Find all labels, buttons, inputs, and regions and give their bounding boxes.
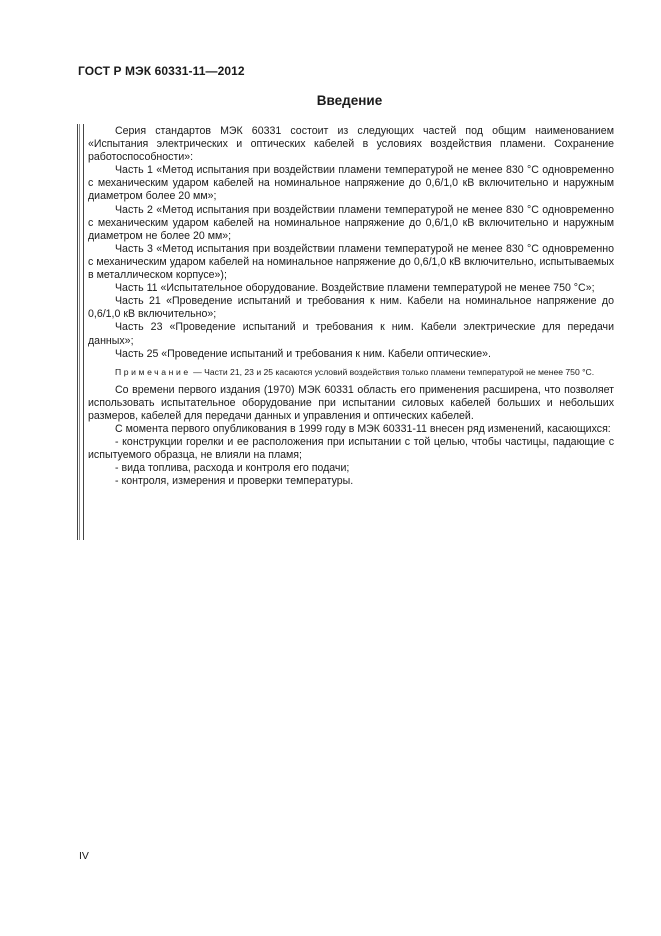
page-number: IV: [79, 850, 89, 862]
paragraph: С момента первого опубликования в 1999 году в МЭК 60331-11 внесен ряд изменений, касающихся:: [115, 422, 611, 435]
paragraph: Со времени первого издания (1970) МЭК 60331 область его применения расширена, что позволяет использовать испытательное оборудование при испытании силовых кабелей больших и небольших размеров, кабелей для передачи данных и управления и оптических кабелей.: [88, 383, 614, 422]
paragraph: Часть 23 «Проведение испытаний и требования к ним. Кабели электрические для передачи данных»;: [88, 321, 614, 347]
paragraph: Часть 11 «Испытательное оборудование. Воздействие пламени температурой не менее 750 °C»;: [115, 282, 595, 295]
note-text: — Части 21, 23 и 25 касаются условий воздействия только пламени температурой не менее 750 °C.: [190, 366, 595, 377]
paragraph: Часть 25 «Проведение испытаний и требования к ним. Кабели оптические».: [115, 347, 491, 360]
list-item: - конструкции горелки и ее расположения при испытании с той целью, чтобы частицы, падающие с испытуемого образца, не влияли на пламя;: [88, 436, 614, 462]
section-title: Введение: [316, 93, 383, 108]
change-bar: [77, 124, 84, 540]
paragraph: Часть 3 «Метод испытания при воздействии пламени температурой не менее 830 °C одновременно с механическим ударом кабелей на номинальное напряжение до 0,6/1,0 кВ включительно, испытываемых в металлическом корпусе»);: [88, 242, 614, 282]
paragraph: Часть 2 «Метод испытания при воздействии пламени температурой не менее 830 °C одновременно с механическим ударом кабелей на номинальное напряжение до 0,6/1,0 кВ включительно и наружным диаметром не более 20 мм»;: [88, 203, 614, 242]
paragraph: Часть 1 «Метод испытания при воздействии пламени температурой не менее 830 °C одновременно с механическим ударом кабелей на номинальное напряжение до 0,6/1,0 кВ включительно и наружным диаметром более 20 мм»;: [88, 164, 614, 203]
paragraph: Часть 21 «Проведение испытаний и требования к ним. Кабели на номинальное напряжение до 0,6/1,0 кВ включительно»;: [88, 295, 614, 321]
body-text: [88, 125, 614, 488]
note-label: Примечание: [115, 366, 191, 377]
list-item: - контроля, измерения и проверки температуры.: [115, 475, 354, 488]
note: [88, 366, 614, 378]
list-item: - вида топлива, расхода и контроля его подачи;: [115, 462, 350, 475]
paragraph: Серия стандартов МЭК 60331 состоит из следующих частей под общим наименованием «Испытания электрических и оптических кабелей в условиях воздействия пламени. Сохранение работоспособности»:: [88, 125, 614, 164]
document-header: ГОСТ Р МЭК 60331-11—2012: [78, 64, 245, 78]
